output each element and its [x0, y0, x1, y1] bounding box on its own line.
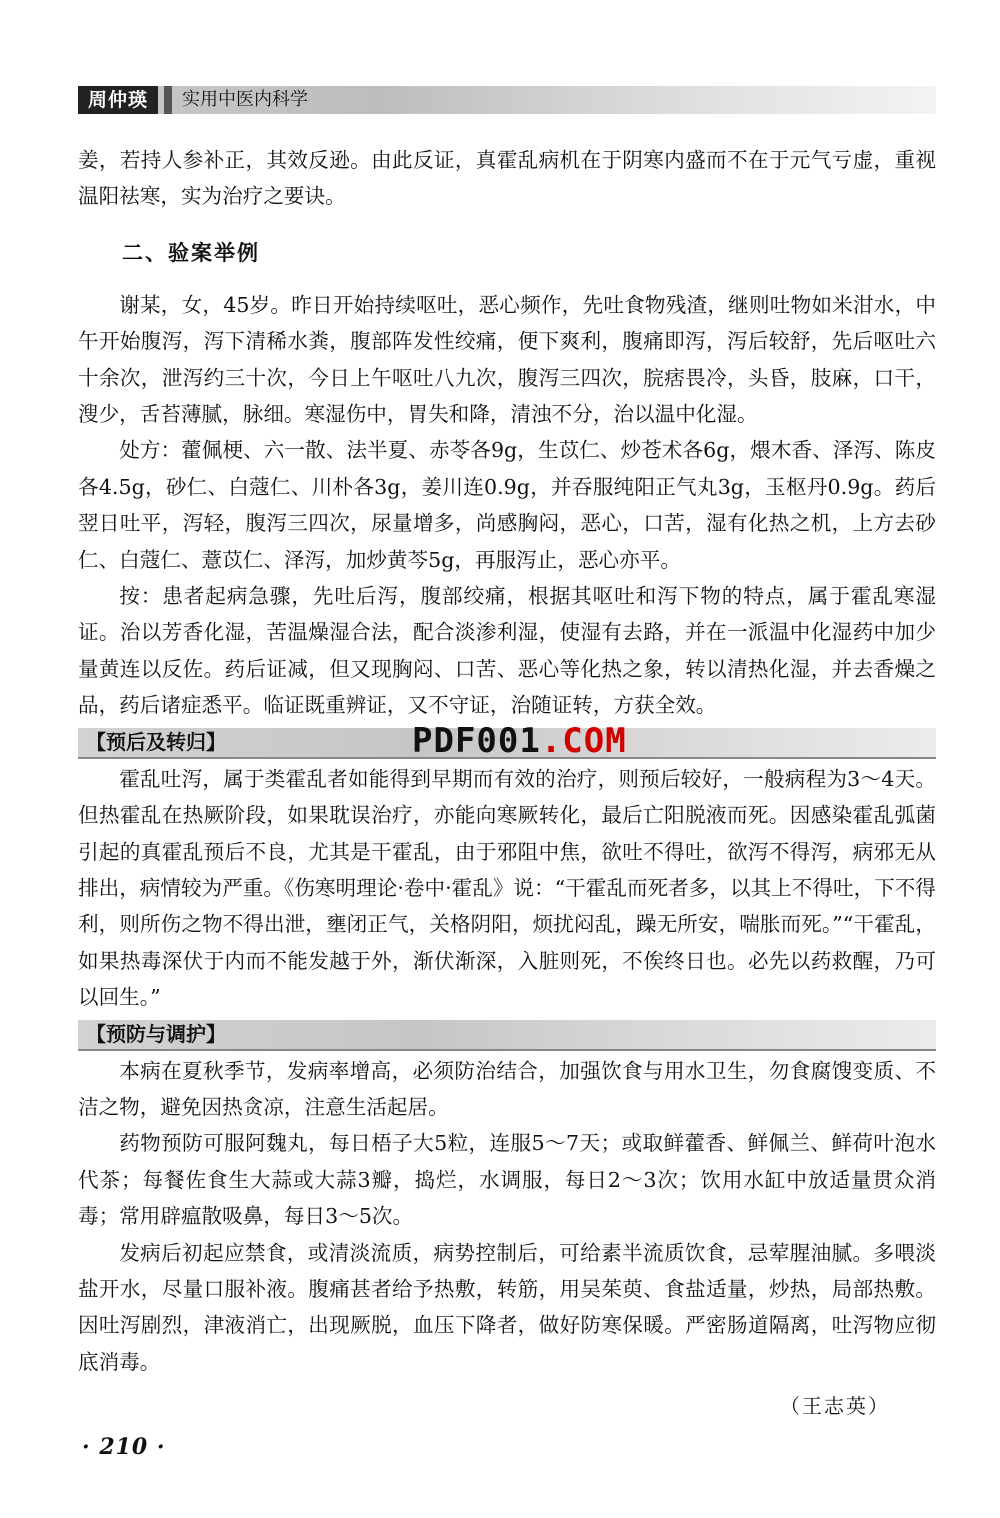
- prevention-paragraph: 本病在夏秋季节，发病率增高，必须防治结合，加强饮食与用水卫生，勿食腐馊变质、不洁之物，避免因热贪凉，注意生活起居。: [78, 1058, 936, 1119]
- header-book-title: 实用中医内科学: [182, 89, 308, 110]
- case-paragraph: 按：患者起病急骤，先吐后泻，腹部绞痛，根据其呕吐和泻下物的特点，属于霍乱寒湿证。治以芳香化湿，苦温燥湿合法，配合淡渗利湿，使湿有去路，并在一派温中化湿药中加少量黄连以反佐。药后证减，但又现胸闷、口苦、恶心等化热之象，转以清热化湿，并去香燥之品，药后诸症悉平。临证既重辨证，又不守证，治随证转，方获全效。: [78, 584, 936, 718]
- case-paragraph: 处方：藿佩梗、六一散、法半夏、赤苓各9g，生苡仁、炒苍术各6g，煨木香、泽泻、陈皮各4.5g，砂仁、白蔻仁、川朴各3g，姜川连0.9g，并吞服纯阳正气丸3g，玉枢丹0.9g。药后翌日吐平，泻轻，腹泻三四次，尿量增多，尚感胸闷，恶心，口苦，湿有化热之机，上方去砂仁、白蔻仁、薏苡仁、泽泻，加炒黄芩5g，再服泻止，恶心亦平。: [78, 438, 936, 572]
- watermark-domain: .COM: [540, 720, 627, 761]
- page-body: [78, 142, 936, 1380]
- header-divider: [164, 86, 172, 114]
- prevention-heading-bar: [78, 1020, 936, 1051]
- page-number: · 210 ·: [82, 1434, 166, 1460]
- prevention-paragraph: 发病后初起应禁食，或清淡流质，病势控制后，可给素半流质饮食，忌荤腥油腻。多喂淡盐开水，尽量口服补液。腹痛甚者给予热敷，转筋，用吴茱萸、食盐适量，炒热，局部热敷。因吐泻剧烈，津液消亡，出现厥脱，血压下降者，做好防寒保暖。严密肠道隔离，吐泻物应彻底消毒。: [78, 1240, 936, 1374]
- prevention-heading: 【预防与调护】: [86, 1021, 226, 1046]
- author-signature: （王志英）: [780, 1394, 890, 1418]
- case-paragraph: 谢某，女，45岁。昨日开始持续呕吐，恶心频作，先吐食物残渣，继则吐物如米泔水，中午开始腹泻，泻下清稀水粪，腹部阵发性绞痛，便下爽利，腹痛即泻，泻后较舒，先后呕吐六十余次，泄泻约三十次，今日上午呕吐八九次，腹泻三四次，脘痞畏冷，头昏，肢麻，口干，溲少，舌苔薄腻，脉细。寒湿伤中，胃失和降，清浊不分，治以温中化湿。: [78, 292, 936, 427]
- paragraph-continued: 姜，若持人参补正，其效反逊。由此反证，真霍乱病机在于阴寒内盛而不在于元气亏虚，重视温阳祛寒，实为治疗之要诀。: [78, 148, 936, 209]
- header-author: 周仲瑛: [78, 86, 158, 114]
- prevention-paragraph: 药物预防可服阿魏丸，每日梧子大5粒，连服5～7天；或取鲜藿香、鲜佩兰、鲜荷叶泡水代茶；每餐佐食生大蒜或大蒜3瓣，捣烂，水调服，每日2～3次；饮用水缸中放适量贯众消毒；常用辟瘟散吸鼻，每日3～5次。: [78, 1131, 936, 1229]
- watermark-text: PDF001: [412, 720, 541, 761]
- watermark: [412, 721, 627, 761]
- running-header: [78, 86, 936, 114]
- prognosis-heading: 【预后及转归】: [86, 729, 226, 754]
- case-heading: 二、验案举例: [122, 240, 260, 265]
- prognosis-paragraph: 霍乱吐泻，属于类霍乱者如能得到早期而有效的治疗，则预后较好，一般病程为3～4天。但热霍乱在热厥阶段，如果耽误治疗，亦能向寒厥转化，最后亡阳脱液而死。因感染霍乱弧菌引起的真霍乱预后不良，尤其是干霍乱，由于邪阻中焦，欲吐不得吐，欲泻不得泻，病邪无从排出，病情较为严重。《伤寒明理论·卷中·霍乱》说：“干霍乱而死者多，以其上不得吐，下不得利，则所伤之物不得出泄，壅闭正气，关格阴阳，烦扰闷乱，躁无所安，喘胀而死。”“干霍乱，如果热毒深伏于内而不能发越于外，渐伏渐深，入脏则死，不俟终日也。必先以药救醒，乃可以回生。”: [78, 766, 936, 1010]
- prognosis-heading-bar: [78, 720, 936, 761]
